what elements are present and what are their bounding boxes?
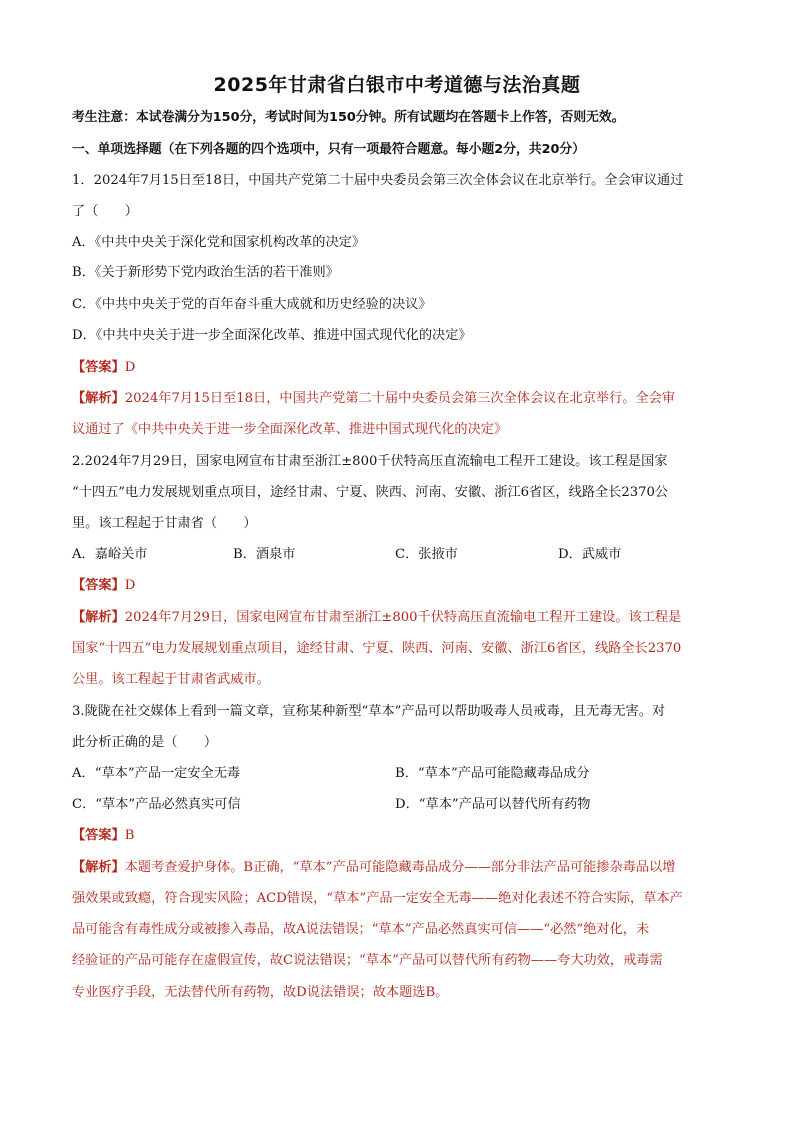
q1-answer — [72, 360, 726, 376]
q2-option-b: B．酒泉市 — [233, 547, 296, 562]
answer-tag: 【答案】 — [72, 360, 125, 375]
q2-stem-line3: 里。该工程起于甘肃省（ ） — [72, 516, 257, 531]
analysis-text: 本题考查爱护身体。B正确，“草本”产品可能隐藏毒品成分——部分非法产品可能掺杂毒品以增 — [124, 860, 676, 875]
q3-analysis-line3: 品可能含有毒性成分或被掺入毒品，故A说法错误；“草本”产品必然真实可信——“必然”绝对化，未 — [72, 922, 650, 937]
analysis-tag: 【解析】 — [72, 860, 125, 875]
q3-option-d: D．“草本”产品可以替代所有药物 — [395, 797, 591, 812]
q1-option-b: B．《关于新形势下党内政治生活的若干准则》 — [72, 265, 339, 280]
q1-option-c: C．《中共中央关于党的百年奋斗重大成就和历史经验的决议》 — [72, 297, 432, 312]
q2-stem-line1: 2.2024年7月29日，国家电网宣布甘肃至浙江±800千伏特高压直流输电工程开工建设。该工程是国家 — [72, 454, 668, 469]
q1-analysis-line1 — [72, 391, 726, 407]
exam-notice: 考生注意：本试卷满分为150分，考试时间为150分钟。所有试题均在答题卡上作答，否则无效。 — [72, 110, 625, 125]
answer-value: D — [124, 578, 136, 593]
analysis-text: 2024年7月29日，国家电网宣布甘肃至浙江±800千伏特高压直流输电工程开工建设。该工程是 — [124, 610, 682, 625]
q3-option-c: C．“草本”产品必然真实可信 — [72, 797, 241, 812]
answer-tag: 【答案】 — [72, 578, 125, 593]
q2-analysis-line3: 公里。该工程起于甘肃省武威市。 — [72, 672, 270, 687]
q3-option-b: B．“草本”产品可能隐藏毒品成分 — [395, 766, 590, 781]
answer-value: B — [124, 828, 135, 843]
q2-answer — [72, 578, 726, 594]
q3-analysis-line1 — [72, 860, 726, 876]
analysis-tag: 【解析】 — [72, 391, 125, 406]
q3-option-a: A．“草本”产品一定安全无毒 — [72, 766, 241, 781]
q2-option-a: A．嘉峪关市 — [72, 547, 148, 562]
q3-analysis-line4: 经验证的产品可能存在虚假宣传，故C说法错误；“草本”产品可以替代所有药物——夸大功效，戒毒需 — [72, 953, 663, 968]
q1-stem-line2: 了（ ） — [72, 204, 138, 219]
q2-analysis-line1 — [72, 610, 726, 626]
q3-stem-line2: 此分析正确的是（ ） — [72, 735, 218, 750]
q3-analysis-line5: 专业医疗手段，无法替代所有药物，故D说法错误；故本题选B。 — [72, 985, 449, 1000]
q1-analysis-line2: 议通过了《中共中央关于进一步全面深化改革、推进中国式现代化的决定》 — [72, 422, 508, 437]
analysis-text: 2024年7月15日至18日，中国共产党第二十届中央委员会第三次全体会议在北京举行。全会审 — [124, 391, 676, 406]
q3-analysis-line2: 强效果或致瘾，符合现实风险；ACD错误，“草本”产品一定安全无毒——绝对化表述不符合实际，草本产 — [72, 891, 683, 906]
answer-tag: 【答案】 — [72, 828, 125, 843]
page-title: 2025年甘肃省白银市中考道德与法治真题 — [213, 74, 581, 96]
q2-option-c: C．张掖市 — [395, 547, 458, 562]
q3-answer — [72, 828, 726, 844]
q2-stem-line2: “十四五”电力发展规划重点项目，途经甘肃、宁夏、陕西、河南、安徽、浙江6省区，线路全长2370公 — [72, 485, 669, 500]
q1-option-a: A．《中共中央关于深化党和国家机构改革的决定》 — [72, 235, 366, 250]
answer-value: D — [124, 360, 136, 375]
q3-stem-line1: 3.陇陇在社交媒体上看到一篇文章，宣称某种新型“草本”产品可以帮助吸毒人员戒毒，且无毒无害。对 — [72, 704, 666, 719]
q2-analysis-line2: 国家“十四五”电力发展规划重点项目，途经甘肃、宁夏、陕西、河南、安徽、浙江6省区，线路全长2370 — [72, 641, 682, 656]
section-heading: 一、单项选择题（在下列各题的四个选项中，只有一项最符合题意。每小题2分，共20分） — [72, 142, 585, 157]
q2-option-d: D．武威市 — [558, 547, 622, 562]
analysis-tag: 【解析】 — [72, 610, 125, 625]
q1-stem-line1: 1．2024年7月15日至18日，中国共产党第二十届中央委员会第三次全体会议在北京举行。全会审议通过 — [72, 173, 684, 188]
q1-option-d: D．《中共中央关于进一步全面深化改革、推进中国式现代化的决定》 — [72, 328, 472, 343]
